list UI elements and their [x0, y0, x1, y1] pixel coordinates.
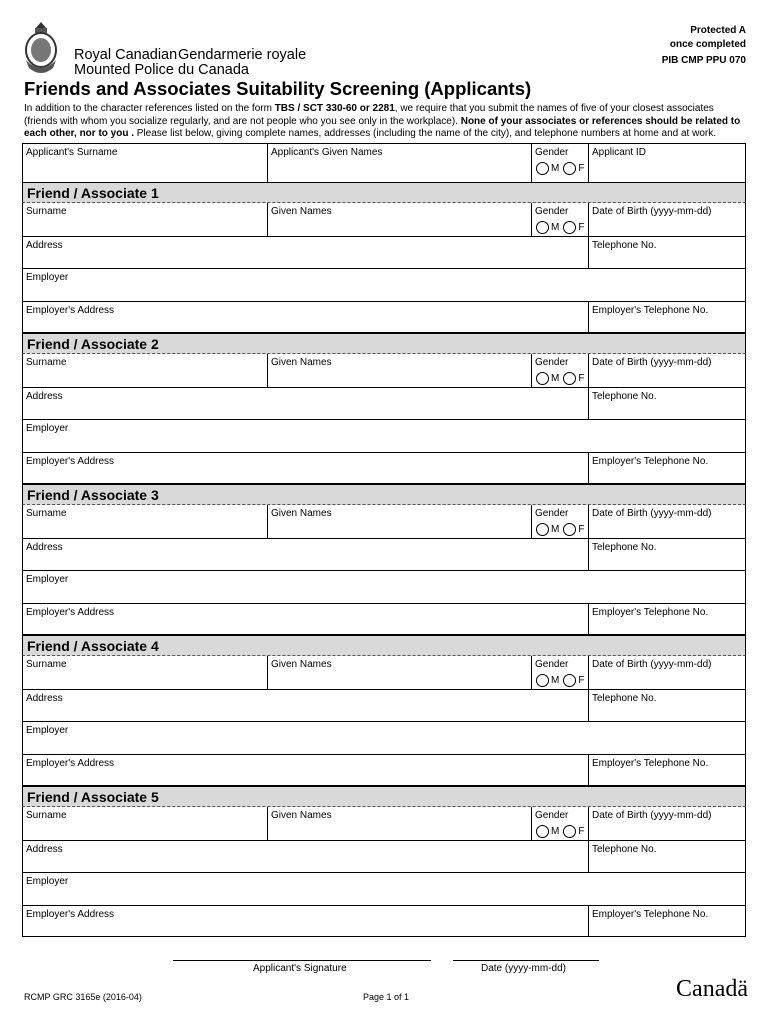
address-row [22, 236, 746, 268]
telephone-field[interactable] [588, 690, 745, 721]
intro-bold-2: None of your associates or references should be related to each other, nor to you . [24, 115, 741, 139]
applicant-id-label: Applicant ID [592, 147, 646, 158]
employer-telephone-field[interactable] [588, 755, 745, 785]
gender-m-label: M [551, 675, 560, 686]
employer-telephone-field[interactable] [588, 453, 745, 483]
rcmp-crest-logo [20, 20, 62, 78]
given-names-label: Given Names [271, 508, 332, 519]
surname-field[interactable] [23, 354, 267, 387]
applicant-given-names-field[interactable] [267, 144, 531, 182]
applicant-surname-field[interactable] [23, 144, 267, 182]
employer-label: Employer [26, 272, 69, 283]
employer-telephone-label: Employer's Telephone No. [592, 305, 709, 316]
gender-m-radio[interactable] [536, 372, 549, 385]
address-row [22, 689, 746, 721]
telephone-label: Telephone No. [592, 542, 657, 553]
protected-line1: Protected A [690, 25, 746, 36]
gender-m-radio[interactable] [536, 825, 549, 838]
employer-telephone-label: Employer's Telephone No. [592, 758, 709, 769]
associate-section-5 [22, 786, 746, 937]
applicant-row [22, 143, 746, 182]
employer-address-label: Employer's Address [26, 909, 115, 920]
employer-address-label: Employer's Address [26, 758, 115, 769]
employer-address-row [22, 754, 746, 786]
applicant-given-names-label: Applicant's Given Names [271, 147, 383, 158]
org-fr-line2: du Canada [178, 62, 249, 78]
surname-label: Surname [26, 357, 67, 368]
employer-telephone-field[interactable] [588, 906, 745, 936]
surname-field[interactable] [23, 203, 267, 236]
gender-m-label: M [551, 222, 560, 233]
telephone-label: Telephone No. [592, 391, 657, 402]
org-en-line2: Mounted Police [74, 62, 174, 78]
employer-field[interactable] [23, 420, 745, 452]
date-of-birth-label: Date of Birth (yyyy-mm-dd) [592, 508, 712, 519]
intro-text-2: , we require that you submit the names of five of your closest associates (friends with whom you socialize regularly, and are not people who you see only in the workplace). [24, 103, 714, 127]
gender-f-label: F [578, 163, 585, 174]
intro-text-3: Please list below, giving complete names, addresses (including the name of the city), and telephone numbers at home and at work. [134, 128, 717, 139]
employer-field[interactable] [23, 722, 745, 754]
gender-f-label: F [578, 675, 585, 686]
employer-telephone-label: Employer's Telephone No. [592, 456, 709, 467]
telephone-field[interactable] [588, 539, 745, 570]
gender-field [531, 807, 588, 840]
pib-code: PIB CMP PPU 070 [661, 55, 746, 66]
employer-address-field[interactable] [23, 906, 588, 936]
gender-m-radio[interactable] [536, 162, 549, 175]
given-names-label: Given Names [271, 206, 332, 217]
org-en-line1: Royal Canadian [74, 47, 178, 63]
associate-section-4 [22, 635, 746, 786]
org-name-en [74, 48, 177, 78]
date-of-birth-label: Date of Birth (yyyy-mm-dd) [592, 206, 712, 217]
gender-field [531, 203, 588, 236]
canada-wordmark: Canadä [676, 976, 748, 1002]
employer-telephone-field[interactable] [588, 604, 745, 634]
org-fr-line1: Gendarmerie royale [178, 47, 307, 63]
gender-f-radio[interactable] [563, 162, 576, 175]
gender-m-label: M [551, 826, 560, 837]
intro-paragraph [24, 103, 748, 141]
date-label: Date (yyyy-mm-dd) [481, 963, 567, 974]
employer-address-label: Employer's Address [26, 305, 115, 316]
given-names-field[interactable] [267, 656, 531, 689]
given-names-label: Given Names [271, 810, 332, 821]
intro-bold-1: TBS / SCT 330-60 or 2281 [274, 103, 395, 114]
gender-label: Gender [535, 659, 569, 670]
employer-address-field[interactable] [23, 302, 588, 332]
name-row [22, 807, 746, 840]
form-code: RCMP GRC 3165e (2016-04) [24, 992, 142, 1002]
date-line[interactable] [453, 960, 599, 961]
address-row [22, 387, 746, 419]
section-header: Friend / Associate 4 [22, 635, 746, 656]
section-header: Friend / Associate 5 [22, 786, 746, 807]
surname-field[interactable] [23, 807, 267, 840]
address-label: Address [26, 693, 63, 704]
section-header: Friend / Associate 2 [22, 333, 746, 354]
date-of-birth-field[interactable] [588, 656, 745, 689]
employer-label: Employer [26, 574, 69, 585]
employer-telephone-label: Employer's Telephone No. [592, 607, 709, 618]
telephone-field[interactable] [588, 388, 745, 419]
gender-field [531, 505, 588, 538]
telephone-label: Telephone No. [592, 844, 657, 855]
gender-m-radio[interactable] [536, 221, 549, 234]
address-field[interactable] [23, 388, 588, 419]
gender-f-radio[interactable] [563, 372, 576, 385]
employer-telephone-label: Employer's Telephone No. [592, 909, 709, 920]
telephone-label: Telephone No. [592, 693, 657, 704]
gender-f-radio[interactable] [563, 523, 576, 536]
address-row [22, 840, 746, 872]
employer-address-label: Employer's Address [26, 456, 115, 467]
address-label: Address [26, 240, 63, 251]
gender-m-radio[interactable] [536, 523, 549, 536]
gender-field [531, 656, 588, 689]
gender-f-radio[interactable] [563, 674, 576, 687]
employer-field[interactable] [23, 571, 745, 603]
address-label: Address [26, 391, 63, 402]
surname-field[interactable] [23, 505, 267, 538]
surname-label: Surname [26, 659, 67, 670]
given-names-field[interactable] [267, 354, 531, 387]
date-of-birth-field[interactable] [588, 505, 745, 538]
applicant-surname-label: Applicant's Surname [26, 147, 118, 158]
section-header: Friend / Associate 3 [22, 484, 746, 505]
gender-f-label: F [578, 826, 585, 837]
date-of-birth-field[interactable] [588, 807, 745, 840]
form-title: Friends and Associates Suitability Screening (Applicants) [24, 78, 532, 99]
employer-field[interactable] [23, 269, 745, 301]
gender-f-label: F [578, 222, 585, 233]
gender-label: Gender [535, 810, 569, 821]
date-of-birth-label: Date of Birth (yyyy-mm-dd) [592, 810, 712, 821]
address-field[interactable] [23, 237, 588, 268]
applicant-id-field[interactable] [588, 144, 745, 182]
employer-row [22, 419, 746, 452]
date-of-birth-label: Date of Birth (yyyy-mm-dd) [592, 659, 712, 670]
employer-address-field[interactable] [23, 604, 588, 634]
employer-address-field[interactable] [23, 453, 588, 483]
employer-row [22, 721, 746, 754]
given-names-field[interactable] [267, 505, 531, 538]
associate-section-3 [22, 484, 746, 635]
gender-f-label: F [578, 524, 585, 535]
employer-address-row [22, 301, 746, 333]
telephone-label: Telephone No. [592, 240, 657, 251]
date-of-birth-field[interactable] [588, 203, 745, 236]
name-row [22, 656, 746, 689]
given-names-field[interactable] [267, 203, 531, 236]
employer-row [22, 570, 746, 603]
address-field[interactable] [23, 690, 588, 721]
gender-f-label: F [578, 373, 585, 384]
employer-label: Employer [26, 423, 69, 434]
address-field[interactable] [23, 841, 588, 872]
intro-text-1: In addition to the character references listed on the form [24, 103, 275, 114]
name-row [22, 203, 746, 236]
protected-line2: once completed [669, 39, 746, 50]
employer-row [22, 268, 746, 301]
surname-field[interactable] [23, 656, 267, 689]
screening-form [22, 143, 746, 937]
address-label: Address [26, 844, 63, 855]
applicant-gender-field [531, 144, 588, 182]
address-row [22, 538, 746, 570]
name-row [22, 354, 746, 387]
associate-section-2 [22, 333, 746, 484]
employer-address-field[interactable] [23, 755, 588, 785]
employer-field[interactable] [23, 873, 745, 905]
gender-field [531, 354, 588, 387]
employer-address-row [22, 603, 746, 635]
employer-address-row [22, 905, 746, 937]
gender-f-radio[interactable] [563, 221, 576, 234]
date-of-birth-label: Date of Birth (yyyy-mm-dd) [592, 357, 712, 368]
employer-label: Employer [26, 725, 69, 736]
page-number: Page 1 of 1 [363, 992, 410, 1002]
gender-m-label: M [551, 373, 560, 384]
surname-label: Surname [26, 206, 67, 217]
employer-address-label: Employer's Address [26, 607, 115, 618]
given-names-label: Given Names [271, 357, 332, 368]
name-row [22, 505, 746, 538]
gender-label: Gender [535, 357, 569, 368]
gender-f-radio[interactable] [563, 825, 576, 838]
protected-label [670, 24, 746, 52]
org-name-fr [178, 48, 306, 78]
employer-telephone-field[interactable] [588, 302, 745, 332]
address-field[interactable] [23, 539, 588, 570]
telephone-field[interactable] [588, 841, 745, 872]
telephone-field[interactable] [588, 237, 745, 268]
given-names-field[interactable] [267, 807, 531, 840]
signature-label: Applicant's Signature [253, 963, 347, 974]
applicant-gender-label: Gender [535, 147, 569, 158]
section-header: Friend / Associate 1 [22, 182, 746, 203]
gender-m-label: M [551, 163, 560, 174]
associate-section-1 [22, 182, 746, 333]
gender-label: Gender [535, 206, 569, 217]
gender-label: Gender [535, 508, 569, 519]
gender-m-radio[interactable] [536, 674, 549, 687]
date-of-birth-field[interactable] [588, 354, 745, 387]
address-label: Address [26, 542, 63, 553]
given-names-label: Given Names [271, 659, 332, 670]
signature-line[interactable] [173, 960, 431, 961]
gender-m-label: M [551, 524, 560, 535]
employer-label: Employer [26, 876, 69, 887]
surname-label: Surname [26, 810, 67, 821]
employer-address-row [22, 452, 746, 484]
employer-row [22, 872, 746, 905]
surname-label: Surname [26, 508, 67, 519]
